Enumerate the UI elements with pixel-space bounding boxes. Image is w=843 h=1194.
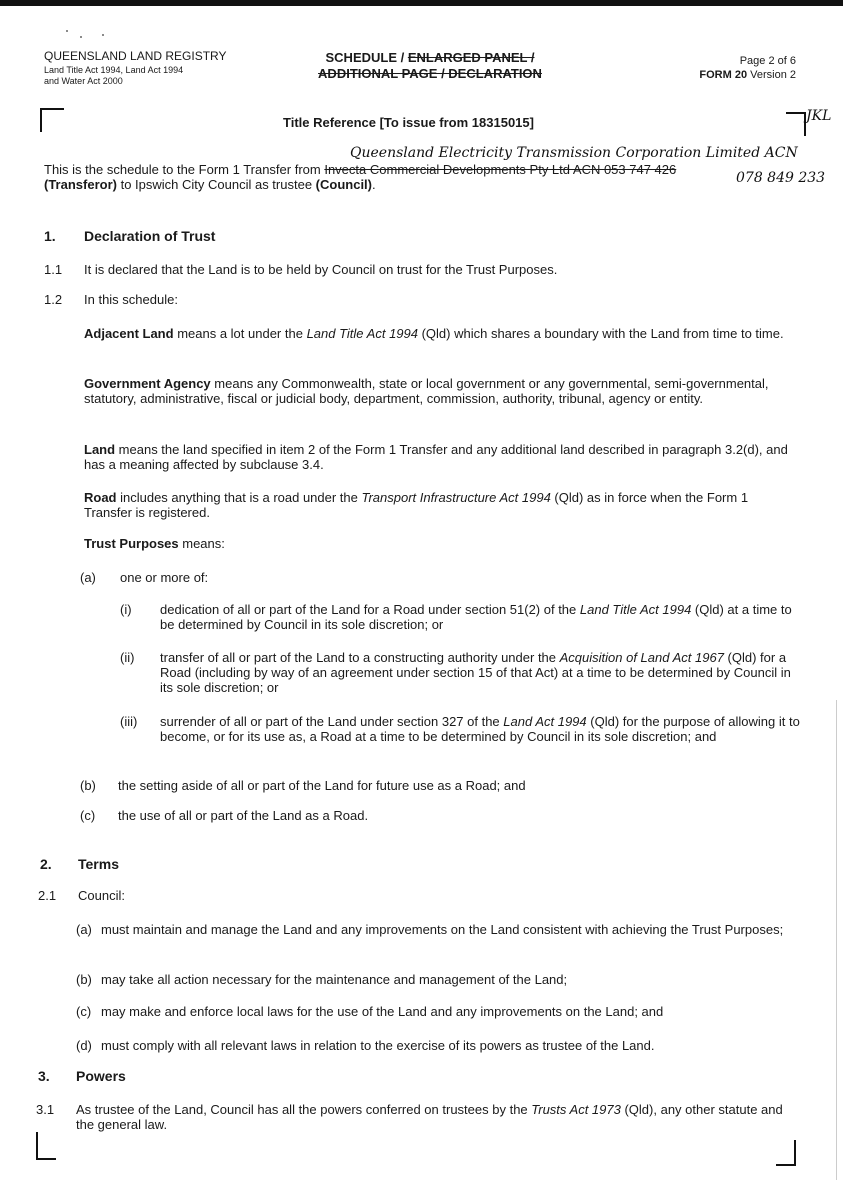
def-text: (Qld) which shares a boundary with the Land from time to time. [417,326,784,341]
intro-mid: to Ipswich City Council as trustee [116,177,316,192]
definition-trust-purposes [84,536,796,551]
act-name: Transport Infrastructure Act 1994 [361,490,551,505]
act-name: Trusts Act 1973 [531,1102,621,1117]
schedule-header [300,50,560,82]
clause-1-2-text: In this schedule: [84,292,178,307]
form-label: FORM 20 [699,69,748,81]
tp-iii-text [160,714,800,744]
clause-2-1-text: Council: [78,888,125,903]
corner-mark-top-left [40,108,64,132]
registry-header [44,50,227,87]
clause-1-2-number: 1.2 [44,292,63,307]
scan-speck [80,36,82,38]
transferor-label: (Transferor) [44,177,117,192]
terms-c-text: may make and enforce local laws for the use of the Land and any improvements on the Land; and [101,1004,664,1019]
terms-b-label: (b) [76,972,92,987]
term-road: Road [84,490,117,505]
definition-road [84,490,796,520]
tp-b-text: the setting aside of all or part of the Land for future use as a Road; and [118,778,526,793]
terms-d-text: must comply with all relevant laws in relation to the exercise of its powers as trustee of the Land. [101,1038,655,1053]
tp-a-text: one or more of: [120,570,209,585]
scan-edge-line [836,700,837,1180]
clause-1-1-text: It is declared that the Land is to be held by Council on trust for the Trust Purposes. [84,262,558,277]
item-text: surrender of all or part of the Land under section 327 of the [160,714,504,729]
act-name: Acquisition of Land Act 1967 [559,650,724,665]
tp-i-text [160,602,800,632]
clause-1-1-number: 1.1 [44,262,63,277]
clause-text: (Qld), any other statute and the general law. [76,1102,783,1132]
terms-a-text: must maintain and manage the Land and any improvements on the Land consistent with achieving the Trust Purposes; [101,922,784,937]
title-reference: Title Reference [To issue from 18315015] [283,115,534,130]
item-text: dedication of all or part of the Land for a Road under section 51(2) of the [160,602,580,617]
registry-name: QUEENSLAND LAND REGISTRY [44,49,227,63]
def-text: means the land specified in item 2 of the Form 1 Transfer and any additional land described in paragraph 3.2(d), and has a meaning affected by subclause 3.4. [84,442,788,472]
corner-mark-bottom-left [36,1132,56,1160]
intro-prefix: This is the schedule to the Form 1 Transfer from [44,162,325,177]
council-label: (Council) [315,177,372,192]
clause-text: As trustee of the Land, Council has all the powers conferred on trustees by the [76,1102,532,1117]
tp-ii-text [160,650,800,695]
tp-a-label: (a) [80,570,96,585]
item-text: (Qld) for a Road (including by way of an agreement under section 15 of that Act) at a time to be determined by Council in its sole discretion; or [160,650,791,695]
terms-a-label: (a) [76,922,92,937]
scan-speck [66,30,68,32]
tp-i-label: (i) [120,602,132,617]
page-number: Page 2 of 6 [739,55,796,67]
acts-line-2: and Water Act 2000 [44,76,123,86]
scan-speck [102,34,104,36]
form-version: Version 2 [747,69,796,81]
clause-3-1-number: 3.1 [36,1102,55,1117]
clause-3-1-text [76,1102,796,1132]
item-text: (Qld) for the purpose of allowing it to become, or for its use as, a Road at a time to be determined by Council in its sole discretion; and [160,714,800,744]
intro-end: . [372,177,376,192]
section-2-number: 2. [40,856,52,872]
acts-line-1: Land Title Act 1994, Land Act 1994 [44,65,184,75]
tp-ii-label: (ii) [120,650,135,665]
act-name: Land Title Act 1994 [306,326,418,341]
item-text: transfer of all or part of the Land to a constructing authority under the [160,650,560,665]
terms-b-text: may take all action necessary for the maintenance and management of the Land; [101,972,568,987]
tp-c-label: (c) [80,808,96,823]
handwritten-initials: JKL [806,108,832,124]
act-name: Land Title Act 1994 [579,602,692,617]
section-1-heading: Declaration of Trust [84,228,216,244]
tp-c-text: the use of all or part of the Land as a Road. [118,808,369,823]
act-name: Land Act 1994 [503,714,587,729]
def-text: (Qld) as in force when the Form 1 Transfer is registered. [84,490,749,520]
definition-government-agency [84,376,796,406]
corner-mark-bottom-right [776,1140,796,1166]
schedule-word: SCHEDULE / [325,50,408,65]
section-2-heading: Terms [78,856,119,872]
intro-paragraph [44,162,734,192]
clause-2-1-number: 2.1 [38,888,57,903]
def-text: includes anything that is a road under the [116,490,362,505]
def-text: means: [178,536,225,551]
additional-page-struck: ADDITIONAL PAGE / DECLARATION [318,66,542,81]
term-adjacent-land: Adjacent Land [84,326,174,341]
terms-c-label: (c) [76,1004,92,1019]
enlarged-panel-struck: ENLARGED PANEL / [407,50,535,65]
term-land: Land [84,442,116,457]
tp-b-label: (b) [80,778,96,793]
tp-iii-label: (iii) [120,714,138,729]
top-border [0,0,843,6]
term-trust-purposes: Trust Purposes [84,536,179,551]
definition-adjacent-land [84,326,796,341]
page-info [699,54,796,82]
section-1-number: 1. [44,228,56,244]
def-text: means a lot under the [173,326,307,341]
corner-mark-top-right [786,112,806,136]
def-text: means any Commonwealth, state or local government or any governmental, semi-governmental, statutory, administrative, fiscal or judicial body, department, commission, authority, tribunal, agency or entity. [84,376,769,406]
terms-d-label: (d) [76,1038,92,1053]
form-id [699,68,796,82]
struck-transferor: Invecta Commercial Developments Pty Ltd ACN 053 747 426 [324,162,677,177]
section-3-number: 3. [38,1068,50,1084]
handwritten-transferor: Queensland Electricity Transmission Corporation Limited ACN [350,145,798,161]
term-government-agency: Government Agency [84,376,211,391]
item-text: (Qld) at a time to be determined by Council in its sole discretion; or [160,602,792,632]
definition-land [84,442,796,472]
handwritten-acn: 078 849 233 [736,170,826,186]
section-3-heading: Powers [76,1068,126,1084]
